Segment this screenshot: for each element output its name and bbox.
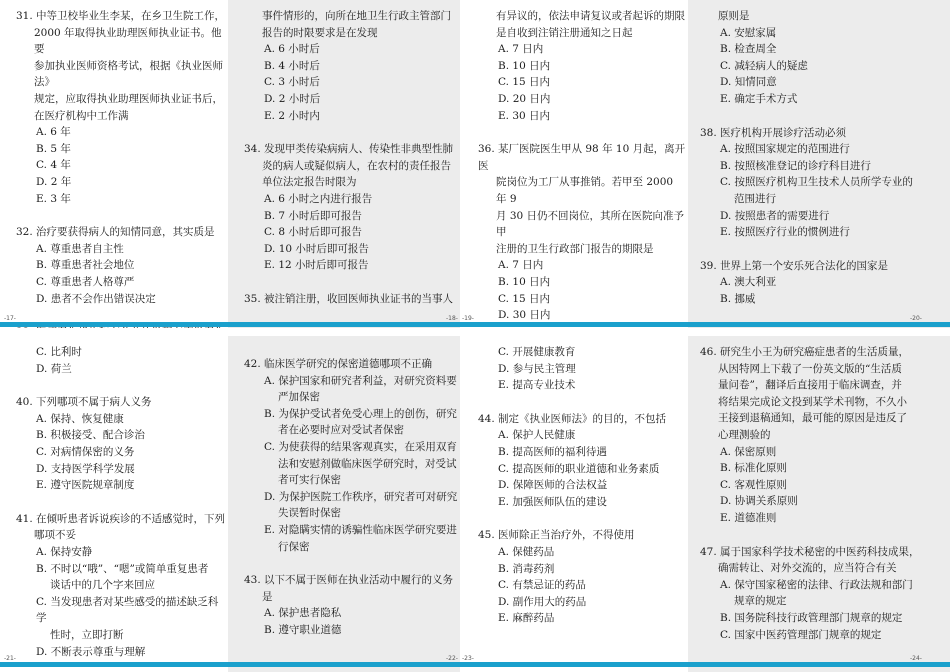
question-spacer xyxy=(14,207,226,224)
answer-option xyxy=(14,291,226,308)
answer-option xyxy=(242,522,458,539)
answer-option-text: E. 麻醉药品 xyxy=(498,612,555,625)
answer-option xyxy=(698,460,948,477)
question-stem-text: 有异议的，依法申请复议或者起诉的期限 xyxy=(496,10,685,22)
answer-option xyxy=(698,58,948,75)
question-stem-text: 规定，应取得执业助理医师执业证书后， xyxy=(34,92,223,105)
answer-option-text: E. 遵守医院规章制度 xyxy=(36,479,135,492)
answer-option-text: C. 减轻病人的疑虑 xyxy=(720,59,808,72)
answer-option xyxy=(698,477,948,494)
question-stem-text: 量问卷”，翻译后直接用于临床调查，并 xyxy=(718,379,902,392)
page-19 xyxy=(460,0,688,328)
answer-option-text: E. 12 小时后即可报告 xyxy=(264,259,369,272)
answer-option xyxy=(242,406,458,423)
question-stem-text: 36. 某厂医院医生甲从 98 年 10 月起，离开医 xyxy=(478,143,686,172)
question-spacer xyxy=(14,377,226,394)
answer-option-text: D. 保障医师的合法权益 xyxy=(498,479,608,492)
question-stem-text: 43. 以下不属于医师在执业活动中履行的义务 xyxy=(244,574,454,587)
question-spacer xyxy=(476,394,686,411)
answer-option xyxy=(14,274,226,291)
answer-option xyxy=(14,411,226,428)
question-stem-line xyxy=(14,58,226,91)
answer-option-text: B. 为保护受试者免受心理上的创伤，研究 xyxy=(264,407,457,420)
answer-option-text: B. 按照核准登记的诊疗科目进行 xyxy=(720,159,871,172)
page-20 xyxy=(688,0,950,328)
question-spacer xyxy=(698,108,948,125)
answer-option-text: E. 2 小时内 xyxy=(264,109,320,122)
page-22-content xyxy=(242,356,458,639)
answer-option xyxy=(242,439,458,456)
answer-option-text: A. 保护国家和研究者利益，对研究资料要 xyxy=(264,374,457,387)
answer-option-text: B. 遵守职业道德 xyxy=(264,623,342,636)
answer-option-text: C. 当发现患者对某些感受的描述缺乏科学 xyxy=(36,595,219,625)
answer-option xyxy=(476,257,686,274)
answer-option-line xyxy=(698,191,948,208)
answer-option-text: A. 按照国家规定的范围进行 xyxy=(720,143,850,156)
question-stem xyxy=(698,258,948,275)
question-stem xyxy=(698,125,948,142)
answer-option-text: B. 检查周全 xyxy=(720,43,777,56)
answer-option-text: 性时，立即打断 xyxy=(50,628,124,641)
question-stem xyxy=(14,224,226,241)
answer-option-text: A. 保密原则 xyxy=(720,445,777,458)
answer-option-text: D. 支持医学科学发展 xyxy=(36,462,135,475)
answer-option-text: A. 保护患者隐私 xyxy=(264,607,342,620)
answer-option xyxy=(242,224,458,241)
question-stem-line xyxy=(698,8,948,25)
answer-option xyxy=(14,124,226,141)
page-number-24: -24- xyxy=(910,655,922,662)
answer-option-line xyxy=(242,472,458,489)
question-stem-line xyxy=(242,174,458,191)
answer-option xyxy=(476,610,686,627)
page-19-content xyxy=(476,8,686,328)
answer-option xyxy=(242,208,458,225)
answer-option xyxy=(476,561,686,578)
answer-option-text: D. 按照患者的需要进行 xyxy=(720,209,830,222)
answer-option-text: D. 患者不会作出错误决定 xyxy=(36,292,156,305)
question-stem xyxy=(476,411,686,428)
answer-option-text: C. 按照医疗机构卫生技术人员所学专业的 xyxy=(720,176,913,189)
question-stem-line xyxy=(476,241,686,258)
answer-option-text: A. 保健药品 xyxy=(498,545,555,558)
page-17 xyxy=(0,0,228,328)
question-stem-line xyxy=(242,158,458,175)
answer-option-text: A. 保持、恢复健康 xyxy=(36,412,124,425)
answer-option xyxy=(476,361,686,378)
answer-option xyxy=(14,257,226,274)
question-stem xyxy=(14,8,226,25)
question-spacer xyxy=(698,527,948,544)
answer-option-text: C. 尊重患者人格尊严 xyxy=(36,275,135,288)
page-22 xyxy=(228,336,460,672)
answer-option-text: A. 澳大利亚 xyxy=(720,276,777,289)
answer-option-text: D. 20 日内 xyxy=(498,92,551,105)
answer-option xyxy=(698,25,948,42)
answer-option xyxy=(698,577,948,594)
question-stem-line xyxy=(14,91,226,108)
answer-option-text: 规章的规定 xyxy=(734,595,787,608)
question-stem-line xyxy=(14,25,226,58)
question-stem-text: 院岗位为工厂从事推销。若甲至 2000 年 9 xyxy=(496,176,674,205)
answer-option-text: B. 7 小时后即可报告 xyxy=(264,209,362,222)
answer-option xyxy=(698,41,948,58)
answer-option-text: B. 标准化原则 xyxy=(720,462,787,475)
question-stem-text: 35. 被注销注册，收回医师执业证书的当事人 xyxy=(244,292,454,305)
answer-option xyxy=(14,461,226,478)
answer-option-line xyxy=(242,389,458,406)
answer-option-text: A. 尊重患者自主性 xyxy=(36,242,124,255)
question-stem-line xyxy=(476,174,686,207)
question-stem xyxy=(242,141,458,158)
answer-option-text: D. 不断表示尊重与理解 xyxy=(36,645,146,658)
question-stem-text: 注册的卫生行政部门报告的期限是 xyxy=(496,242,654,255)
answer-option xyxy=(14,361,226,378)
question-stem xyxy=(14,511,226,528)
answer-option-line xyxy=(242,422,458,439)
question-stem xyxy=(476,141,686,174)
page-23-content xyxy=(476,344,686,627)
question-stem xyxy=(698,344,948,361)
answer-option-text: E. 按照医疗行业的惯例进行 xyxy=(720,226,850,239)
answer-option xyxy=(698,224,948,241)
question-stem-line xyxy=(476,25,686,42)
question-spacer xyxy=(242,274,458,291)
answer-option-line xyxy=(242,505,458,522)
answer-option xyxy=(698,141,948,158)
answer-option-text: 范围进行 xyxy=(734,192,776,205)
answer-option-text: B. 不时以“哦”、“嗯”或简单重复患者 xyxy=(36,562,209,575)
page-18-content xyxy=(242,8,458,308)
answer-option xyxy=(242,622,458,639)
answer-option xyxy=(242,489,458,506)
answer-option-text: C. 提高医师的职业道德和业务素质 xyxy=(498,462,660,475)
question-stem-text: 将结果完成论文投到某学术刊物，不久小 xyxy=(718,395,907,408)
question-stem-text: 41. 在倾听患者诉说疾诊的不适感觉时，下列 xyxy=(16,512,226,525)
answer-option-text: B. 10 日内 xyxy=(498,59,551,72)
answer-option-text: A. 7 日内 xyxy=(498,259,544,272)
answer-option xyxy=(698,208,948,225)
answer-option-text: 行保密 xyxy=(278,540,310,553)
answer-option-text: B. 10 日内 xyxy=(498,275,551,288)
question-stem-text: 确需转让、对外交流的，应当符合有关 xyxy=(718,562,897,575)
answer-option-text: E. 30 日内 xyxy=(498,109,551,122)
answer-option-text: 法和安慰剂做临床医学研究时，对受试 xyxy=(278,457,457,470)
answer-option xyxy=(476,544,686,561)
answer-option-text: C. 8 小时后即可报告 xyxy=(264,226,362,239)
question-stem-line xyxy=(242,589,458,606)
question-stem-line xyxy=(242,25,458,42)
answer-option xyxy=(476,594,686,611)
question-stem-text: 38. 医疗机构开展诊疗活动必须 xyxy=(700,126,847,139)
answer-option xyxy=(476,461,686,478)
answer-option-text: E. 道德准则 xyxy=(720,511,777,524)
answer-option xyxy=(242,191,458,208)
page-number-23: -23- xyxy=(462,655,474,662)
answer-option xyxy=(698,444,948,461)
answer-option xyxy=(698,291,948,308)
question-stem-line xyxy=(242,8,458,25)
page-21-content xyxy=(14,344,226,660)
answer-option-text: B. 消毒药剂 xyxy=(498,562,555,575)
page-17-content xyxy=(14,8,226,328)
answer-option xyxy=(698,91,948,108)
question-stem-text: 42. 临床医学研究的保密道德哪项不正确 xyxy=(244,358,433,370)
question-stem-text: 原则是 xyxy=(718,10,750,22)
answer-option xyxy=(14,174,226,191)
answer-option-text: B. 5 年 xyxy=(36,142,71,155)
page-24 xyxy=(688,336,950,672)
answer-option xyxy=(14,444,226,461)
question-stem xyxy=(698,544,948,561)
question-stem-text: 王接到退稿通知，最可能的原因是违反了 xyxy=(718,412,907,425)
question-stem-line xyxy=(698,560,948,577)
page-number-17: -17- xyxy=(4,315,16,322)
answer-option-text: D. 30 日内 xyxy=(498,309,551,322)
answer-option xyxy=(14,141,226,158)
question-stem-text: 是自收到注销注册通知之日起 xyxy=(496,26,633,39)
answer-option-text: E. 对隐瞒实情的诱骗性临床医学研究要进 xyxy=(264,523,457,536)
question-stem-line xyxy=(698,427,948,444)
question-stem-text: 事件情形的，向所在地卫生行政主管部门 xyxy=(262,10,451,22)
question-stem-text: 32. 治疗要获得病人的知情同意，其实质是 xyxy=(16,226,215,239)
answer-option xyxy=(698,510,948,527)
answer-option-text: 谈话中的几个字来回应 xyxy=(50,579,155,592)
question-stem xyxy=(242,291,458,308)
question-stem-line xyxy=(698,377,948,394)
answer-option-text: D. 协调关系原则 xyxy=(720,495,798,508)
answer-option xyxy=(242,58,458,75)
answer-option xyxy=(14,191,226,208)
question-stem-text: 34. 发现甲类传染病病人、传染性非典型性肺 xyxy=(244,143,454,156)
question-stem xyxy=(14,394,226,411)
question-stem-text: 哪项不妥 xyxy=(34,529,76,542)
question-stem-text: 2000 年取得执业助理医师执业证书。他要 xyxy=(34,26,222,56)
answer-option-text: E. 加强医师队伍的建设 xyxy=(498,495,607,508)
answer-option-line xyxy=(14,577,226,594)
answer-option-text: D. 副作用大的药品 xyxy=(498,595,587,608)
answer-option xyxy=(476,344,686,361)
answer-option xyxy=(242,41,458,58)
question-spacer xyxy=(476,124,686,141)
answer-option-text: C. 3 小时后 xyxy=(264,76,320,89)
answer-option xyxy=(242,605,458,622)
answer-option-text: 者可实行保密 xyxy=(278,474,341,487)
page-number-18: -18- xyxy=(446,315,458,322)
answer-option xyxy=(698,174,948,191)
question-stem-text: 46. 研究生小王为研究癌症患者的生活质量， xyxy=(700,346,910,358)
answer-option xyxy=(14,157,226,174)
answer-option xyxy=(476,74,686,91)
question-stem-line xyxy=(14,108,226,125)
answer-option xyxy=(242,74,458,91)
question-stem xyxy=(242,572,458,589)
answer-option-text: A. 6 小时之内进行报告 xyxy=(264,192,373,205)
answer-option xyxy=(698,493,948,510)
answer-option xyxy=(242,373,458,390)
answer-option xyxy=(698,274,948,291)
answer-option-text: C. 比利时 xyxy=(36,346,82,358)
answer-option-text: B. 国务院科技行政管理部门规章的规定 xyxy=(720,611,903,624)
answer-option xyxy=(14,544,226,561)
answer-option-text: A. 6 年 xyxy=(36,126,71,139)
answer-option-text: D. 2 年 xyxy=(36,175,72,188)
question-stem-text: 报告的时限要求是在发现 xyxy=(262,26,378,39)
answer-option-text: B. 提高医师的福利待遇 xyxy=(498,445,607,458)
answer-option xyxy=(476,494,686,511)
answer-option xyxy=(14,241,226,258)
answer-option xyxy=(476,274,686,291)
answer-option-text: D. 知情同意 xyxy=(720,76,777,89)
answer-option-text: B. 4 小时后 xyxy=(264,59,320,72)
question-stem-line xyxy=(698,394,948,411)
question-stem-line xyxy=(14,527,226,544)
question-stem-line xyxy=(476,208,686,241)
page-18 xyxy=(228,0,460,328)
answer-option-text: B. 积极接受、配合诊治 xyxy=(36,429,145,442)
question-stem-text: 45. 医师除正当治疗外，不得使用 xyxy=(478,529,635,542)
question-stem-text: 月 30 日仍不回岗位，其所在医院向准予甲 xyxy=(496,209,685,239)
page-24-content xyxy=(698,344,948,643)
answer-option xyxy=(476,444,686,461)
question-stem-text: 在医疗机构中工作满 xyxy=(34,109,129,122)
answer-option-text: B. 挪威 xyxy=(720,292,756,305)
question-stem-text: 从因特网上下载了一份英文版的“生活质 xyxy=(718,362,902,375)
page-number-19: -19- xyxy=(462,315,474,322)
answer-option-text: C. 对病情保密的义务 xyxy=(36,445,135,458)
question-stem-text: 31. 中等卫校毕业生李某，在乡卫生院工作， xyxy=(16,10,226,22)
answer-option-text: D. 荷兰 xyxy=(36,362,72,375)
question-stem-text: 39. 世界上第一个安乐死合法化的国家是 xyxy=(700,259,889,272)
answer-option xyxy=(476,41,686,58)
answer-option xyxy=(14,477,226,494)
answer-option-text: C. 为使获得的结果客观真实，在采用双育 xyxy=(264,440,457,453)
question-stem xyxy=(242,356,458,373)
answer-option-line xyxy=(242,539,458,556)
answer-option-text: B. 尊重患者社会地位 xyxy=(36,259,135,272)
answer-option-line xyxy=(14,627,226,644)
answer-option-text: A. 保护人民健康 xyxy=(498,429,576,442)
answer-option xyxy=(476,577,686,594)
answer-option xyxy=(476,108,686,125)
question-stem-text: 心理测验的 xyxy=(718,428,771,441)
answer-option-text: C. 客观性原则 xyxy=(720,478,787,491)
page-20-content xyxy=(698,8,948,308)
page-number-20: -20- xyxy=(910,315,922,322)
answer-option-text: D. 参与民主管理 xyxy=(498,362,576,375)
page-21 xyxy=(0,336,228,672)
answer-option xyxy=(242,257,458,274)
answer-option xyxy=(476,291,686,308)
answer-option xyxy=(14,344,226,361)
question-stem xyxy=(476,527,686,544)
answer-option-line xyxy=(242,456,458,473)
question-spacer xyxy=(242,124,458,141)
answer-option-text: A. 6 小时后 xyxy=(264,43,320,56)
answer-option-text: C. 15 日内 xyxy=(498,76,551,89)
answer-option xyxy=(476,58,686,75)
answer-option-text: 者在必要时应对受试者保密 xyxy=(278,424,404,437)
answer-option xyxy=(698,158,948,175)
answer-option-text: E. 提高专业技术 xyxy=(498,379,576,392)
page-number-22: -22- xyxy=(446,655,458,662)
answer-option-text: A. 保守国家秘密的法律、行政法规和部门 xyxy=(720,578,913,591)
question-spacer xyxy=(698,241,948,258)
answer-option xyxy=(476,427,686,444)
answer-option xyxy=(242,108,458,125)
answer-option-text: A. 安慰家属 xyxy=(720,26,777,39)
question-spacer xyxy=(476,510,686,527)
answer-option-text: D. 2 小时后 xyxy=(264,92,321,105)
answer-option xyxy=(14,427,226,444)
page-footer-bar-bottom xyxy=(0,655,950,667)
question-stem-line xyxy=(698,361,948,378)
answer-option-text: A. 7 日内 xyxy=(498,43,544,56)
question-stem-line xyxy=(698,410,948,427)
page-23 xyxy=(460,336,688,672)
question-stem-text: 44. 制定《执业医师法》的目的，不包括 xyxy=(478,412,667,425)
answer-option-text: 严加保密 xyxy=(278,391,320,404)
answer-option-text: C. 4 年 xyxy=(36,159,71,172)
answer-option xyxy=(698,610,948,627)
answer-option-text: C. 15 日内 xyxy=(498,292,551,305)
answer-option-text: C. 开展健康教育 xyxy=(498,346,576,358)
answer-option-text: A. 保持安静 xyxy=(36,545,93,558)
page-number-21: -21- xyxy=(4,655,16,662)
question-stem-text: 参加执业医师资格考试，根据《执业医师法》 xyxy=(34,59,223,89)
answer-option xyxy=(14,594,226,627)
question-stem-text: 40. 下列哪项不属于病人义务 xyxy=(16,396,152,409)
answer-option xyxy=(476,91,686,108)
question-stem-line xyxy=(476,8,686,25)
answer-option-line xyxy=(698,593,948,610)
answer-option-text: E. 3 年 xyxy=(36,192,71,205)
answer-option xyxy=(698,74,948,91)
answer-option-text: C. 有禁忌证的药品 xyxy=(498,579,586,592)
answer-option-text: C. 国家中医药管理部门规章的规定 xyxy=(720,628,882,641)
answer-option xyxy=(476,377,686,394)
answer-option-text: 失误暂时保密 xyxy=(278,507,341,520)
question-spacer xyxy=(14,494,226,511)
answer-option xyxy=(698,627,948,644)
answer-option xyxy=(242,91,458,108)
answer-option xyxy=(242,241,458,258)
answer-option-text: E. 确定手术方式 xyxy=(720,92,798,105)
answer-option xyxy=(14,561,226,578)
answer-option-text: D. 10 小时后即可报告 xyxy=(264,242,369,255)
question-spacer xyxy=(242,555,458,572)
question-stem-text: 47. 属于国家科学技术秘密的中医药科技成果， xyxy=(700,545,920,558)
answer-option-text: D. 为保护医院工作秩序，研究者可对研究 xyxy=(264,490,458,503)
question-stem-text: 是 xyxy=(262,590,273,603)
question-stem-text: 炎的病人或疑似病人，在农村的责任报告 xyxy=(262,159,451,172)
answer-option xyxy=(476,477,686,494)
question-stem-text: 单位法定报告时限为 xyxy=(262,176,357,189)
answer-option xyxy=(14,644,226,661)
